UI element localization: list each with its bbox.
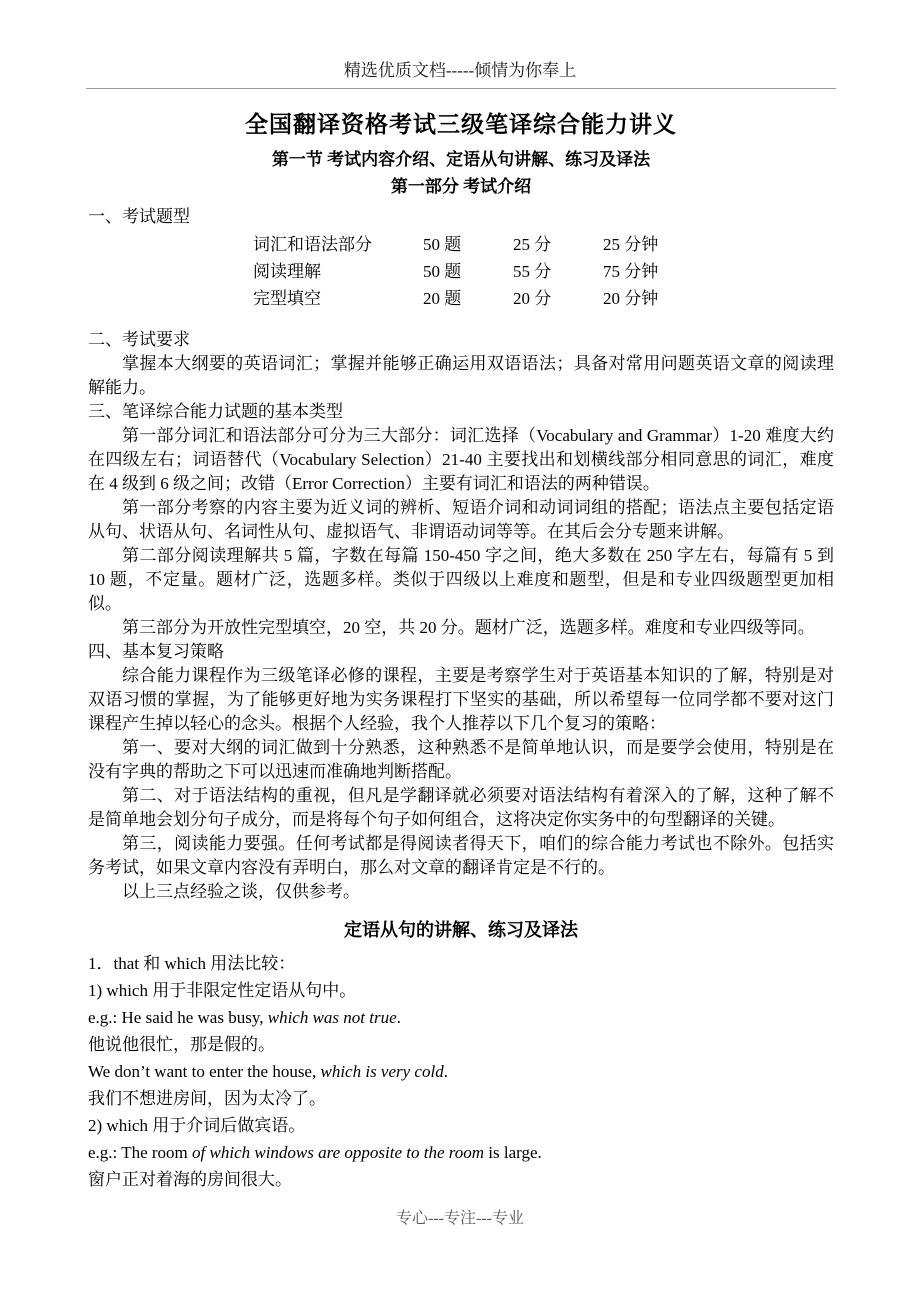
clause-section-heading: 定语从句的讲解、练习及译法 [344, 920, 578, 940]
table-cell-minutes: 75 分钟 [603, 262, 659, 281]
requirements-text: 掌握本大纲要的英语词汇；掌握并能够正确运用双语语法；具备对常用问题英语文章的阅读理解能力。 [88, 354, 834, 397]
table-cell-name: 词汇和语法部分 [253, 235, 372, 254]
example-sentence [88, 1004, 834, 1031]
usage-point: 1) which 用于非限定性定语从句中。 [88, 981, 357, 1000]
document-title: 全国翻译资格考试三级笔译综合能力讲义 [245, 112, 677, 137]
example-sentence [88, 1139, 834, 1166]
page-header [0, 56, 920, 81]
example-suffix: . [396, 1008, 401, 1027]
list-item: 1．that 和 which 用法比较： [88, 954, 296, 973]
table-cell-points: 55 分 [513, 262, 552, 281]
example-prefix: e.g.: He said he was busy, [88, 1008, 268, 1027]
header-divider [86, 88, 836, 89]
strategy-label: 四、基本复习策略 [88, 642, 224, 661]
exam-types-label: 一、考试题型 [88, 207, 190, 226]
table-cell-points: 25 分 [513, 235, 552, 254]
requirements-label: 二、考试要求 [88, 330, 190, 349]
table-cell-points: 20 分 [513, 289, 552, 308]
document-content [88, 96, 834, 1193]
example-sentence [88, 1058, 834, 1085]
table-cell-questions: 20 题 [423, 289, 462, 308]
types-label: 三、笔译综合能力试题的基本类型 [88, 402, 343, 421]
paragraph: 第一、要对大纲的词汇做到十分熟悉，这种熟悉不是简单地认识，而是要学会使用，特别是在没有字典的帮助之下可以迅速而准确地判断搭配。 [88, 738, 834, 781]
example-prefix: We don’t want to enter the house, [88, 1062, 321, 1081]
example-italic: which was not true [267, 1008, 397, 1027]
table-cell-minutes: 20 分钟 [603, 289, 659, 308]
example-italic: which is very cold [320, 1062, 444, 1081]
header-text: 精选优质文档-----倾情为你奉上 [343, 61, 577, 80]
table-cell-name: 完型填空 [253, 289, 321, 308]
paragraph: 第一部分词汇和语法部分可分为三大部分：词汇选择（Vocabulary and Grammar）1-20 难度大约在四级左右；词语替代（Vocabulary Selection）21-40 主要找出和划横线部分相同意思的词汇，难度在 4 级到 6 级之间；改错（Error Correction）主要有词汇和语法的两种错误。 [88, 426, 834, 493]
table-row [88, 258, 834, 285]
exam-types-table [88, 231, 834, 312]
example-suffix: . [443, 1062, 448, 1081]
paragraph: 综合能力课程作为三级笔译必修的课程，主要是考察学生对于英语基本知识的了解，特别是对双语习惯的掌握，为了能够更好地为实务课程打下坚实的基础，所以希望每一位同学都不要对这门课程产生掉以轻心的念头。根据个人经验，我个人推荐以下几个复习的策略： [88, 666, 834, 733]
translation-line: 他说他很忙，那是假的。 [88, 1035, 275, 1054]
example-prefix: e.g.: The room [88, 1143, 193, 1162]
paragraph: 第三，阅读能力要强。任何考试都是得阅读者得天下，咱们的综合能力考试也不除外。包括实务考试，如果文章内容没有弄明白，那么对文章的翻译肯定是不行的。 [88, 834, 834, 877]
paragraph: 第三部分为开放性完型填空，20 空，共 20 分。题材广泛，选题多样。难度和专业四级等同。 [122, 618, 815, 637]
paragraph: 第二部分阅读理解共 5 篇，字数在每篇 150-450 字之间，绝大多数在 250 字左右，每篇有 5 到 10 题，不定量。题材广泛，选题多样。类似于四级以上难度和题型，但是和专业四级题型更加相似。 [88, 546, 834, 613]
paragraph: 第一部分考察的内容主要为近义词的辨析、短语介词和动词词组的搭配；语法点主要包括定语从句、状语从句、名词性从句、虚拟语气、非谓语动词等等。在其后会分专题来讲解。 [88, 498, 834, 541]
footer-text: 专心---专注---专业 [396, 1210, 524, 1227]
table-cell-questions: 50 题 [423, 235, 462, 254]
table-row [88, 231, 834, 258]
example-italic: of which windows are opposite to the room [192, 1143, 485, 1162]
page-footer [0, 1205, 920, 1228]
translation-line: 我们不想进房间，因为太冷了。 [88, 1089, 326, 1108]
translation-line: 窗户正对着海的房间很大。 [88, 1170, 292, 1189]
table-row [88, 285, 834, 312]
paragraph: 第二、对于语法结构的重视，但凡是学翻译就必须要对语法结构有着深入的了解，这种了解不是简单地会划分句子成分，而是将每个句子如何组合，这将决定你实务中的句型翻译的关键。 [88, 786, 834, 829]
table-cell-name: 阅读理解 [253, 262, 321, 281]
paragraph: 以上三点经验之谈，仅供参考。 [122, 882, 360, 901]
section1-heading: 第一节 考试内容介绍、定语从句讲解、练习及译法 [271, 150, 651, 169]
table-cell-minutes: 25 分钟 [603, 235, 659, 254]
table-cell-questions: 50 题 [423, 262, 462, 281]
usage-point: 2) which 用于介词后做宾语。 [88, 1116, 306, 1135]
part1-heading: 第一部分 考试介绍 [390, 177, 532, 196]
example-suffix: is large. [484, 1143, 542, 1162]
